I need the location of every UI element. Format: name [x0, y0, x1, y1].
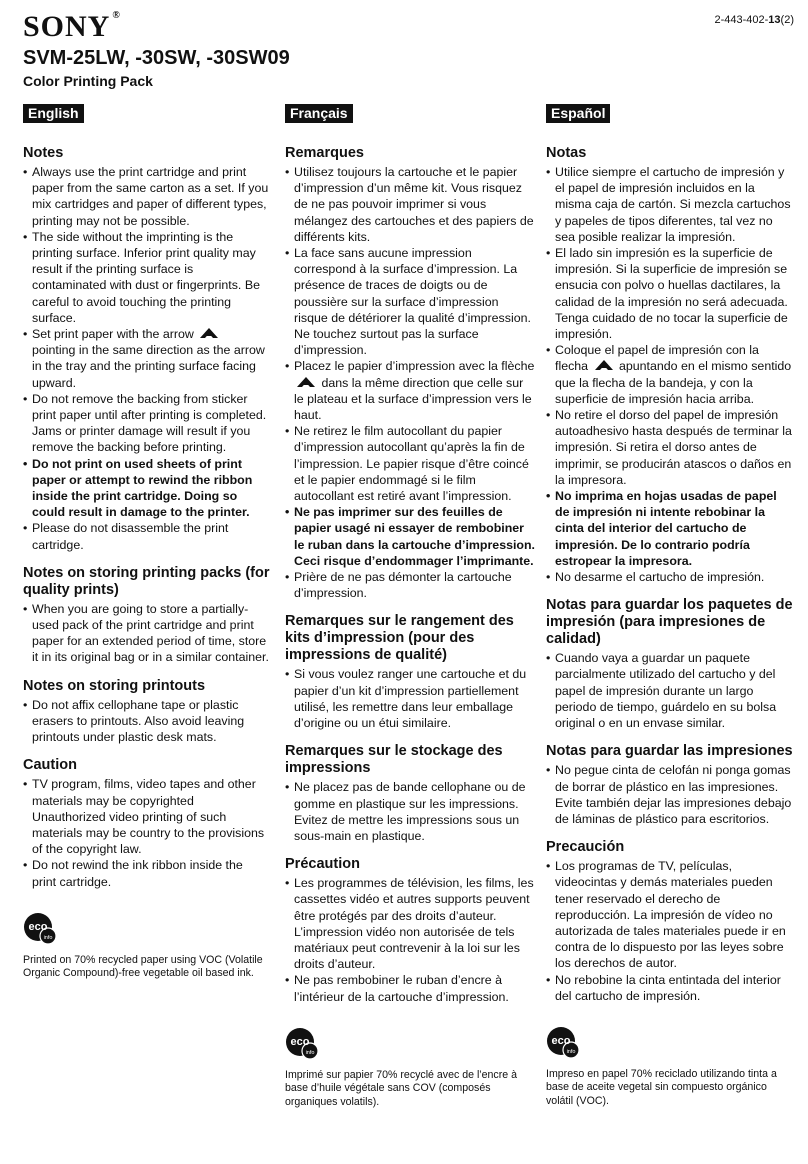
list-item: • The side without the imprinting is the printing surface. Inferior print quality may result if the printing surface is contaminated with dust or fingerprints. Be careful to avoid touching the printing surface. — [23, 229, 270, 326]
brand-name: SONY — [23, 10, 111, 43]
eco-info-icon — [23, 912, 57, 946]
product-subtitle: Color Printing Pack — [23, 73, 153, 89]
doc-number-suffix: (2) — [780, 14, 794, 26]
info-label: info — [43, 934, 53, 941]
eco-note: Printed on 70% recycled paper using VOC (Volatile Organic Compound)-free vegetable oil based ink. — [23, 953, 263, 980]
notes-heading: Notas — [546, 145, 587, 161]
list-item: • Utilice siempre el cartucho de impresión y el papel de impresión incluidos en la misma caja de cartón. Si mezcla cartuchos y papeles de tipos diferentes, tal vez no sea posible realizar la impresión. — [546, 164, 793, 245]
language-label-french: Français — [285, 104, 353, 123]
info-label: info — [305, 1049, 315, 1056]
eco-label: eco — [28, 920, 48, 933]
storing-packs-list — [285, 666, 535, 731]
arrow-up-icon — [296, 376, 316, 388]
arrow-note-text-cont: dans la même direction que celle sur le plateau et la surface d’impression vers le haut. — [294, 375, 532, 423]
list-item: • El lado sin impresión es la superficie de impresión. Si la superficie de impresión se ensucia con polvo o huellas dactilares, la calidad de la impresión no será adecuada. Tenga cuidado de no tocar la superficie de impresión. — [546, 245, 793, 342]
arrow-note-text: Coloque el papel de impresión con la flecha — [555, 343, 759, 374]
registered-mark: ® — [112, 10, 121, 21]
caution-list — [285, 875, 535, 1005]
arrow-note-text-cont: pointing in the same direction as the arrow in the tray and the printing surface facing upward. — [32, 343, 265, 390]
sony-logo — [23, 10, 121, 44]
info-label: info — [566, 1048, 576, 1055]
storing-packs-list — [546, 650, 793, 731]
list-item: • Do not rewind the ink ribbon inside the print cartridge. — [23, 857, 270, 889]
notes-heading: Remarques — [285, 145, 364, 161]
doc-number-prefix: 2-443-402- — [714, 14, 769, 26]
list-item: • No desarme el cartucho de impresión. — [546, 569, 793, 585]
storing-packs-heading: Remarques sur le rangement des kits d’impression (pour des impressions de qualité) — [285, 613, 514, 664]
list-item: • Do not affix cellophane tape or plastic erasers to printouts. Also avoid leaving printouts under plastic desk mats. — [23, 697, 270, 746]
list-item: • No pegue cinta de celofán ni ponga gomas de borrar de plástico en las impresiones. Evite también dejar las impresiones debajo de láminas de plástico para escritorios. — [546, 762, 793, 827]
notes-list — [546, 164, 793, 585]
list-item — [285, 358, 535, 423]
arrow-note-text: Placez le papier d’impression avec la flèche — [294, 359, 535, 374]
list-item: • Los programas de TV, películas, videocintas y demás materiales pueden tener reservado el derecho de reproducción. La impresión de vídeo no autorizada de tales materiales puede ir en contra de lo dispuesto por las leyes sobre los derechos de autor. — [546, 858, 793, 971]
list-item: • Ne placez pas de bande cellophane ou de gomme en plastique sur les impressions. Evitez de mettre les impressions sous un sous-main en plastique. — [285, 779, 535, 844]
model-names: SVM-25LW, -30SW, -30SW09 — [23, 47, 290, 69]
storing-packs-heading: Notas para guardar los paquetes de impresión (para impresiones de calidad) — [546, 597, 793, 648]
list-item: • Do not remove the backing from sticker print paper until after printing is completed. Jams or printer damage will result if you remove the backing before printing. — [23, 391, 270, 456]
list-item — [546, 342, 793, 407]
storing-prints-list — [285, 779, 535, 844]
list-item: • Always use the print cartridge and print paper from the same carton as a set. If you mix cartridges and paper of different types, printing may not be possible. — [23, 164, 270, 229]
storing-packs-heading: Notes on storing printing packs (for quality prints) — [23, 564, 270, 598]
caution-heading: Caution — [23, 757, 77, 774]
caution-heading: Précaution — [285, 856, 360, 873]
list-item-warning: • Ne pas imprimer sur des feuilles de papier usagé ni essayer de rembobiner le ruban dans la cartouche d’impression. Ceci risque d’endommager l’imprimante. — [285, 504, 535, 569]
arrow-note-text-cont: apuntando en el mismo sentido que la flecha de la bandeja, y con la superficie de impresión hacia arriba. — [555, 359, 792, 406]
list-item: • La face sans aucune impression correspond à la surface d’impression. La présence de traces de doigts ou de poussière sur la surface d’impression risque de détériorer la qualité d’impression. Ne touchez surtout pas la surface d’impression. — [285, 245, 535, 358]
eco-info-icon — [285, 1027, 319, 1061]
english-column — [23, 104, 270, 981]
notes-heading: Notes — [23, 145, 64, 161]
list-item: • No retire el dorso del papel de impresión autoadhesivo hasta después de terminar la impresión. Si retira el dorso antes de imprimir, se producirán atascos o daños en la impresora. — [546, 407, 793, 488]
list-item-warning: • No imprima en hojas usadas de papel de impresión ni intente rebobinar la cinta del interior del cartucho de impresión. De lo contrario podría estropear la impresora. — [546, 488, 793, 569]
storing-prints-heading: Notes on storing printouts — [23, 677, 206, 694]
list-item: • Please do not disassemble the print cartridge. — [23, 520, 270, 552]
eco-label: eco — [551, 1034, 571, 1047]
list-item: • Utilisez toujours la cartouche et le papier d’impression d’un même kit. Vous risquez de ne pas pouvoir imprimer si vous mélangez des cartouches et des papiers de différents kits. — [285, 164, 535, 245]
storing-prints-heading: Notas para guardar las impresiones — [546, 743, 793, 760]
arrow-up-icon — [594, 359, 614, 371]
list-item-warning: • Do not print on used sheets of print paper or attempt to rewind the ribbon inside the print cartridge. Doing so could result in damage to the printer. — [23, 456, 270, 521]
notes-list — [23, 164, 270, 553]
list-item: • Prière de ne pas démonter la cartouche d’impression. — [285, 569, 535, 601]
caution-heading: Precaución — [546, 839, 625, 856]
language-label-spanish: Español — [546, 104, 610, 123]
language-label-english: English — [23, 104, 84, 123]
list-item: • Si vous voulez ranger une cartouche et du papier d’un kit d’impression partiellement utilisé, les remettre dans leur emballage d’origine ou un étui similaire. — [285, 666, 535, 731]
list-item: • Ne pas rembobiner le ruban d’encre à l’intérieur de la cartouche d’impression. — [285, 972, 535, 1004]
list-item: • Ne retirez le film autocollant du papier d’impression autocollant qu’après la fin de l’impression. Le papier risque d’être coincé et le papier endommagé si le film autocollant est retiré avant l’impression. — [285, 423, 535, 504]
storing-prints-list — [546, 762, 793, 827]
notes-list — [285, 164, 535, 601]
french-column — [285, 104, 535, 1109]
list-item: • Les programmes de télévision, les films, les cassettes vidéo et autres supports peuvent être protégés par des droits d’auteur. L’impression vidéo non autorisée de tels matériaux peut contrevenir à la loi sur les droits d’auteur. — [285, 875, 535, 972]
storing-packs-list — [23, 601, 270, 666]
eco-note: Impreso en papel 70% reciclado utilizando tinta a base de aceite vegetal sin compuesto orgánico volátil (VOC). — [546, 1067, 777, 1107]
arrow-note-text: Set print paper with the arrow — [32, 327, 194, 342]
arrow-up-icon — [199, 327, 219, 339]
list-item — [23, 326, 270, 391]
doc-number-bold: 13 — [768, 14, 781, 26]
caution-list — [23, 776, 270, 889]
document-number — [714, 14, 794, 26]
eco-label: eco — [290, 1035, 310, 1048]
list-item: • When you are going to store a partially-used pack of the print cartridge and print paper for an extended period of time, store it in its original bag or in a similar container. — [23, 601, 270, 666]
storing-prints-heading: Remarques sur le stockage des impressions — [285, 743, 503, 777]
spanish-column — [546, 104, 793, 1108]
caution-list — [546, 858, 793, 1004]
eco-info-icon — [546, 1026, 580, 1060]
eco-note: Imprimé sur papier 70% recyclé avec de l’encre à base d’huile végétale sans COV (composés organiques volatils). — [285, 1068, 517, 1108]
list-item: • TV program, films, video tapes and other materials may be copyrighted Unauthorized video printing of such materials may be country to the provisions of the copyright law. — [23, 776, 270, 857]
storing-prints-list — [23, 697, 270, 746]
list-item: • No rebobine la cinta entintada del interior del cartucho de impresión. — [546, 972, 793, 1004]
list-item: • Cuando vaya a guardar un paquete parcialmente utilizado del cartucho y del papel de impresión durante un largo periodo de tiempo, guárdelo en su bolsa original o en un envase similar. — [546, 650, 793, 731]
